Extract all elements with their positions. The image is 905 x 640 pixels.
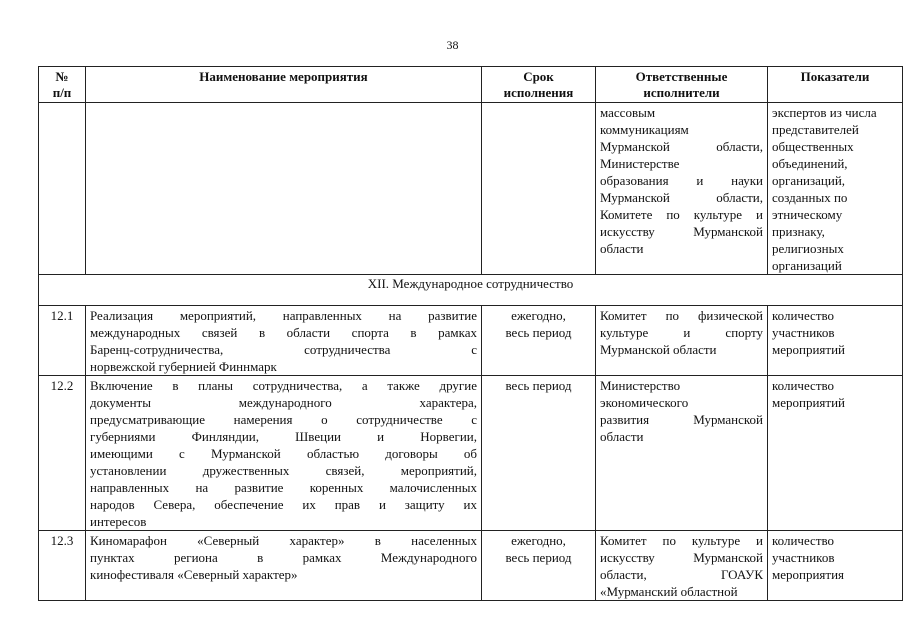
header-resp: Ответственные исполнители [596, 67, 768, 103]
cont-name-cell [86, 103, 482, 275]
row-name: Реализация мероприятий, направленных на развитие международных связей в области спорта в рамках Баренц-сотрудничества, сотрудничества с норвежской губернией Финнмарк [86, 306, 482, 376]
table-row [39, 376, 903, 531]
row-term: ежегодно, весь период [482, 306, 596, 376]
header-num: № п/п [39, 67, 86, 103]
row-num: 12.1 [39, 306, 86, 376]
events-table [38, 66, 903, 601]
page-number: 38 [446, 38, 459, 52]
table-row [39, 531, 903, 601]
row-num: 12.3 [39, 531, 86, 601]
row-term: ежегодно, весь период [482, 531, 596, 601]
header-name: Наименование мероприятия [86, 67, 482, 103]
cont-num-cell [39, 103, 86, 275]
row-resp: Комитет по культуре и искусству Мурманской области, ГОАУК «Мурманский областной [596, 531, 768, 601]
row-indicators: количество мероприятий [768, 376, 903, 531]
row-num: 12.2 [39, 376, 86, 531]
table-row [39, 306, 903, 376]
row-indicators: количество участников мероприятия [768, 531, 903, 601]
continuation-row [39, 103, 903, 275]
cont-term-cell [482, 103, 596, 275]
row-term: весь период [482, 376, 596, 531]
row-name: Киномарафон «Северный характер» в населенных пунктах региона в рамках Международного кинофестиваля «Северный характер» [86, 531, 482, 601]
row-indicators: количество участников мероприятий [768, 306, 903, 376]
header-indicators: Показатели [768, 67, 903, 103]
cont-resp-cell: массовым коммуникациям Мурманской области, Министерстве образования и науки Мурманской области, Комитете по культуре и искусству Мурманской области [596, 103, 768, 275]
cont-ind-cell: экспертов из числа представителей общественных объединений, организаций, созданных по этническому признаку, религиозных организаций [768, 103, 903, 275]
row-resp: Комитет по физической культуре и спорту Мурманской области [596, 306, 768, 376]
header-term: Срок исполнения [482, 67, 596, 103]
row-resp: Министерство экономического развития Мурманской области [596, 376, 768, 531]
section-row [39, 275, 903, 306]
header-row [39, 67, 903, 103]
row-name: Включение в планы сотрудничества, а также другие документы международного характера, предусматривающие намерения о сотрудничестве с губерниями Финляндии, Швеции и Норвегии, имеющими с Мурманской областью договоры об установлении дружественных связей, мероприятий, направленных на развитие коренных малочисленных народов Севера, обеспечение их прав и защиту их интересов [86, 376, 482, 531]
section-title: XII. Международное сотрудничество [39, 275, 903, 306]
